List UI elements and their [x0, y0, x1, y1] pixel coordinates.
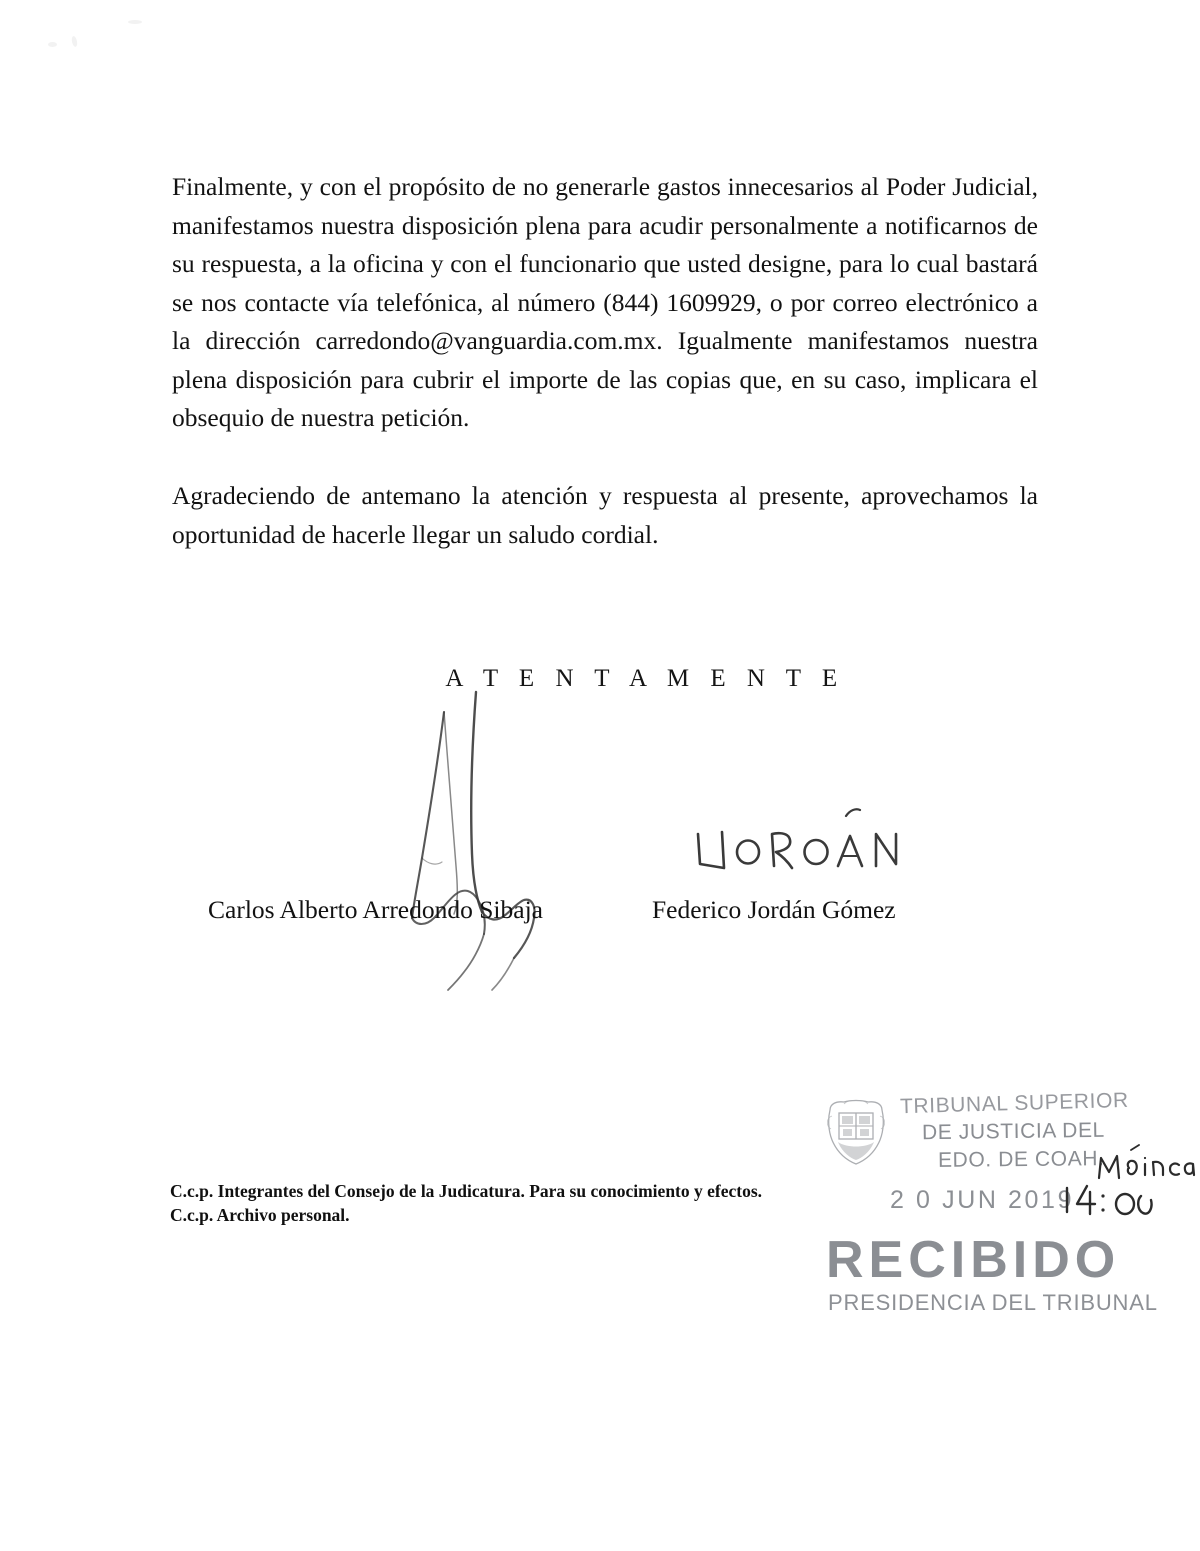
stamp-office: PRESIDENCIA DEL TRIBUNAL [828, 1290, 1158, 1315]
paragraph-acknowledgement [172, 477, 1038, 554]
scan-artifact [128, 20, 142, 24]
carbon-copy-line: C.c.p. Integrantes del Consejo de la Judicatura. Para su conocimiento y efectos. [170, 1181, 763, 1201]
stamp-organization-line-1: TRIBUNAL SUPERIOR [899, 1088, 1130, 1119]
scan-artifact [48, 42, 57, 47]
coahuila-coat-of-arms-icon [822, 1096, 890, 1168]
stamp-date: 2 0 JUN 2019 [890, 1186, 1075, 1214]
paragraph-closing-contact [172, 168, 1038, 438]
carbon-copy-notes [170, 1179, 790, 1227]
scan-artifact [71, 36, 78, 48]
signatory-name-federico: Federico Jordán Gómez [652, 895, 896, 924]
carbon-copy-line: C.c.p. Archivo personal. [170, 1205, 350, 1225]
closing-salutation: A T E N T A M E N T E [445, 665, 845, 692]
paragraph-text: Finalmente, y con el propósito de no generarle gastos innecesarios al Poder Judicial, manifestamos nuestra disposición plena para acudir personalmente a notificarnos de su respuesta, a la oficina y con el funcionario que usted designe, para lo cual bastará se nos contacte vía telefónica, al número (844) 1609929, o por correo electrónico a la dirección carredondo@vanguardia.com.mx. Igualmente manifestamos nuestra plena disposición para cubrir el importe de las copias que, en su caso, implicara el obsequio de nuestra petición. [172, 172, 1038, 432]
stamp-status-recibido: RECIBIDO [826, 1231, 1121, 1289]
signature-federico-jordan [690, 808, 900, 888]
stamp-organization-line-2: DE JUSTICIA DEL [921, 1118, 1106, 1145]
signature-names-row [172, 893, 1052, 927]
paragraph-text: Agradeciendo de antemano la atención y respuesta al presente, aprovechamos la oportunidad de hacerle llegar un saludo cordial. [172, 481, 1038, 549]
stamp-organization-line-3: EDO. DE COAH. [937, 1147, 1105, 1172]
signatory-name-carlos: Carlos Alberto Arredondo Sibaja [208, 895, 543, 924]
signature-carlos-arredondo [372, 690, 592, 1000]
handwritten-receipt-time [1057, 1182, 1167, 1226]
